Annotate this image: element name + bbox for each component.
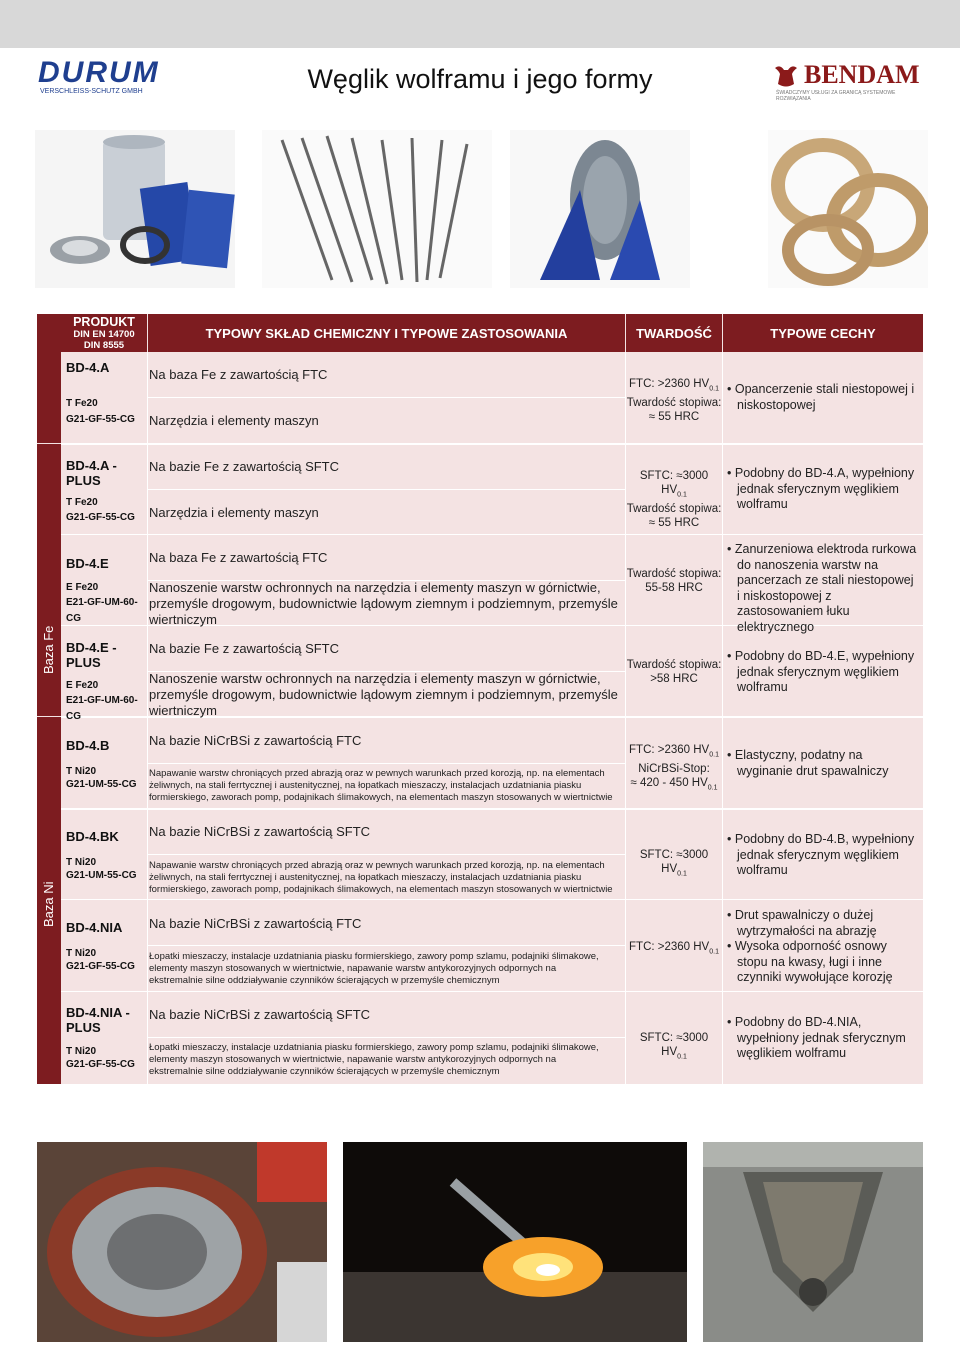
features-text — [727, 382, 919, 413]
feature-item: • Podobny do BD-4.E, wypełniony jednak sferycznym węglikiem wolframu — [727, 649, 915, 694]
product-code: T Fe20 — [66, 497, 98, 508]
application-text: Narzędzia i elementy maszyn — [149, 413, 319, 428]
group-bar-top — [37, 314, 61, 443]
product-code: T Ni20 — [66, 948, 97, 959]
product-code: T Ni20 — [66, 857, 97, 868]
product-name: BD-4.A - PLUS — [66, 458, 117, 488]
composition-text: Na bazie Fe z zawartością SFTC — [149, 641, 340, 656]
feature-text: Podobny do BD-4.NIA, wypełniony jednak sferycznym węglikiem wolframu — [734, 1015, 906, 1060]
feature-text: Podobny do BD-4.A, wypełniony jednak sferycznym węglikiem wolframu — [734, 466, 915, 511]
col-sep-3 — [722, 352, 723, 1084]
header-product-norm1: DIN EN 14700 — [73, 328, 135, 340]
features-text — [727, 832, 919, 879]
bendam-logo-subtitle: ŚWIADCZYMY USŁUGI ZA GRANICĄ SYSTEMOWE ROZWIĄZANIA — [776, 90, 896, 102]
composition-text: Na baza Fe z zawartością FTC — [149, 550, 328, 565]
application-text: Łopatki mieszaczy, instalacje uzdatniania piasku formierskiego, zawory pomp szlamu, podajniki ślimakowe, elementy maszyn stosowanych w wiertnictwie, napawanie warstw antykorozyjnych odpornych na ekstremalnie silne oddziaływanie czynników ścierających w przemyśle chemicznym — [149, 951, 599, 986]
product-code: E21-GF-UM-60-CG — [66, 695, 138, 722]
group-label-ni: Baza Ni — [41, 881, 56, 927]
composition-text: Na bazie Fe z zawartością SFTC — [149, 459, 340, 474]
application-text: Nanoszenie warstw ochronnych na narzędzia i elementy maszyn w górnictwie, przemyśle drogowym, budownictwie lądowym ziemnym i podziemnym, przemyśle wiertniczym — [149, 580, 618, 627]
col-sep-2 — [625, 352, 626, 1084]
row-sep-1 — [61, 443, 923, 445]
hardness-sub: 0.1 — [709, 385, 719, 393]
product-name: BD-4.B — [66, 738, 110, 753]
feature-text: Podobny do BD-4.B, wypełniony jednak sferycznym węglikiem wolframu — [734, 832, 915, 877]
composition-text: Na bazie NiCrBSi z zawartością SFTC — [149, 824, 371, 839]
product-name: BD-4.E - PLUS — [66, 640, 117, 670]
application-text: Łopatki mieszaczy, instalacje uzdatniania piasku formierskiego, zawory pomp szlamu, podajniki ślimakowe, elementy maszyn stosowanych w wiertnictwie, napawanie warstw antykorozyjnych odpornych na ekstremalnie silne oddziaływanie czynników ścierających w przemyśle chemicznym — [149, 1042, 599, 1077]
welding-torch-photo — [343, 1142, 687, 1342]
application-text: Napawanie warstw chroniących przed abrazją oraz w pewnych warunkach przed korozją, np. na elementach żeliwnych, na stali ferrtycznej i austenitycznej, na łopatkach mieszaczy, instalacjach uzdatniania piasku formierskiego, zaworach pomp, podajnikach ślimakowych, na elementach maszyn stosowanych w wiertnictwie — [149, 860, 613, 895]
row-sep-5 — [61, 808, 923, 810]
hardness-line: SFTC: ≈3000 HV — [639, 470, 709, 496]
hardness-line: 55-58 HRC — [645, 582, 703, 594]
durum-logo-text: DURUM — [38, 56, 160, 89]
product-code: G21-GF-55-CG — [66, 512, 135, 523]
feature-text: Podobny do BD-4.E, wypełniony jednak sferycznym węglikiem wolframu — [734, 649, 915, 694]
hardness-sub: 0.1 — [677, 1053, 687, 1061]
feature-item: • Podobny do BD-4.NIA, wypełniony jednak sferycznym węglikiem wolframu — [727, 1015, 906, 1060]
hardness-line: Twardość stopiwa: — [626, 568, 722, 580]
header-product — [61, 314, 147, 352]
hardness-sub: 0.1 — [677, 870, 687, 878]
hardness-line: SFTC: ≈3000 HV — [639, 1032, 709, 1058]
feature-item: • Wysoka odporność osnowy stopu na kwasy, ługi i inne czynniki wywołujące korozję — [727, 939, 893, 984]
hardness-sub: 0.1 — [677, 491, 687, 499]
features-text — [727, 1015, 919, 1062]
composition-text: Na bazie NiCrBSi z zawartością FTC — [149, 916, 362, 931]
wire-coils-photo — [768, 130, 928, 288]
bull-icon — [772, 62, 800, 90]
inner-sep — [148, 1037, 625, 1038]
feature-text: Elastyczny, podatny na wyginanie drut spawalniczy — [734, 748, 889, 778]
inner-sep — [148, 763, 625, 764]
hardness-text — [626, 567, 722, 595]
inner-sep — [148, 945, 625, 946]
features-text — [727, 466, 919, 513]
composition-text: Na baza Fe z zawartością FTC — [149, 367, 328, 382]
feature-item: • Opancerzenie stali niestopowej i niskostopowej — [727, 382, 915, 412]
hardness-line: FTC: >2360 HV — [629, 378, 710, 390]
group-bar-fe — [37, 444, 61, 716]
composition-text: Na bazie NiCrBSi z zawartością FTC — [149, 733, 362, 748]
inner-sep — [148, 397, 625, 398]
hardness-line: >58 HRC — [650, 673, 698, 685]
feature-text: Zanurzeniowa elektroda rurkowa do nanoszenia warstw na pancerzach ze stali niestopowej i niskostopowej z zastosowaniem łuku elektrycznego — [734, 542, 917, 634]
rods-photo — [262, 130, 492, 288]
feature-text: Drut spawalniczy o dużej wytrzymałości na abrazję — [734, 908, 877, 938]
drill-bit-photo — [703, 1142, 923, 1342]
product-code: E21-GF-UM-60-CG — [66, 597, 138, 624]
hardness-text — [626, 658, 722, 686]
application-text: Nanoszenie warstw ochronnych na narzędzia i elementy maszyn w górnictwie, przemyśle drogowym, budownictwie lądowym ziemnym i podziemnym, przemyśle wiertniczym — [149, 671, 618, 718]
feature-item: • Zanurzeniowa elektroda rurkowa do nanoszenia warstw na pancerzach ze stali niestopowej i niskostopowej z zastosowaniem łuku elektrycznego — [727, 542, 917, 634]
product-name: BD-4.A — [66, 360, 110, 375]
product-code: G21-GF-55-CG — [66, 1059, 135, 1070]
header-composition: TYPOWY SKŁAD CHEMICZNY I TYPOWE ZASTOSOWANIA — [148, 314, 625, 352]
hardness-sub: 0.1 — [707, 784, 718, 792]
hardness-text — [626, 1031, 722, 1064]
hardness-line: ≈ 420 - 450 HV — [630, 777, 708, 790]
bendam-logo — [772, 60, 922, 102]
hardness-text — [626, 940, 722, 959]
product-code: T Ni20 — [66, 766, 97, 777]
product-name: BD-4.E — [66, 556, 109, 571]
header-product-title: PRODUKT — [73, 314, 135, 329]
product-code: G21-GF-55-CG — [66, 414, 135, 425]
hardness-line: ≈ 55 HRC — [648, 411, 700, 424]
durum-products-photo — [35, 130, 235, 288]
application-text: Narzędzia i elementy maszyn — [149, 505, 319, 520]
feature-text: Opancerzenie stali niestopowej i niskostopowej — [734, 382, 915, 412]
hardness-line: NiCrBSi-Stop: — [638, 763, 710, 776]
row-sep-7 — [61, 991, 923, 992]
header-hardness: TWARDOŚĆ — [626, 314, 722, 352]
bendam-logo-text: BENDAM — [804, 60, 920, 89]
product-name: BD-4.BK — [66, 829, 119, 844]
product-code: T Fe20 — [66, 398, 98, 409]
hardness-text — [626, 848, 722, 881]
features-text — [727, 649, 919, 696]
hardness-text — [626, 469, 722, 530]
hardness-line: Twardość stopiwa: — [626, 659, 722, 671]
feature-text: Wysoka odporność osnowy stopu na kwasy, ługi i inne czynniki wywołujące korozję — [734, 939, 893, 984]
hardness-line: FTC: >2360 HV — [629, 744, 710, 756]
feature-item: • Drut spawalniczy o dużej wytrzymałości na abrazję — [727, 908, 877, 938]
inner-sep — [148, 854, 625, 855]
product-code: E Fe20 — [66, 582, 99, 593]
feature-item: • Podobny do BD-4.B, wypełniony jednak sferycznym węglikiem wolframu — [727, 832, 915, 877]
hardness-line: SFTC: ≈3000 HV — [639, 849, 709, 875]
row-sep-2 — [61, 534, 923, 535]
hardness-text — [626, 377, 722, 424]
page-title: Węglik wolframu i jego formy — [307, 64, 653, 94]
features-text — [727, 542, 919, 635]
product-code: G21-UM-55-CG — [66, 870, 137, 881]
features-text — [727, 908, 919, 986]
hardness-line: Twardość stopiwa: — [626, 503, 722, 516]
wire-spool-photo — [510, 130, 690, 288]
product-code: G21-GF-55-CG — [66, 961, 135, 972]
hardness-line: FTC: >2360 HV — [629, 941, 710, 953]
product-name: BD-4.NIA - PLUS — [66, 1005, 130, 1035]
header-features: TYPOWE CECHY — [723, 314, 923, 352]
product-name: BD-4.NIA — [66, 920, 123, 935]
group-bar-ni — [37, 717, 61, 1084]
inner-sep — [148, 489, 625, 490]
hardness-sub: 0.1 — [709, 948, 719, 956]
features-text — [727, 748, 919, 779]
durum-logo-subtitle: VERSCHLEISS-SCHUTZ GMBH — [40, 88, 143, 95]
product-code: E Fe20 — [66, 680, 99, 691]
hardness-sub: 0.1 — [709, 751, 719, 759]
product-table — [37, 314, 923, 1084]
feature-item: • Podobny do BD-4.A, wypełniony jednak sferycznym węglikiem wolframu — [727, 466, 915, 511]
composition-text: Na bazie NiCrBSi z zawartością SFTC — [149, 1007, 371, 1022]
hardness-line: Twardość stopiwa: — [626, 397, 722, 410]
durum-logo — [38, 58, 200, 104]
header-product-norm2: DIN 8555 — [83, 339, 125, 351]
hardness-line: ≈ 55 HRC — [648, 517, 700, 530]
top-bar — [0, 0, 960, 48]
feature-item: • Elastyczny, podatny na wyginanie drut spawalniczy — [727, 748, 889, 778]
worn-part-photo — [37, 1142, 327, 1342]
group-label-fe: Baza Fe — [41, 625, 56, 674]
hardness-text — [626, 743, 722, 796]
row-sep-6 — [61, 899, 923, 900]
application-text: Napawanie warstw chroniących przed abrazją oraz w pewnych warunkach przed korozją, np. na elementach żeliwnych, na stali ferrtycznej i austenitycznej, na łopatkach mieszaczy, instalacjach uzdatniania piasku formierskiego, zaworach pomp, podajnikach ślimakowych, na elementach maszyn stosowanych w wiertnictwie — [149, 768, 613, 803]
product-code: T Ni20 — [66, 1046, 97, 1057]
product-code: G21-UM-55-CG — [66, 779, 137, 790]
